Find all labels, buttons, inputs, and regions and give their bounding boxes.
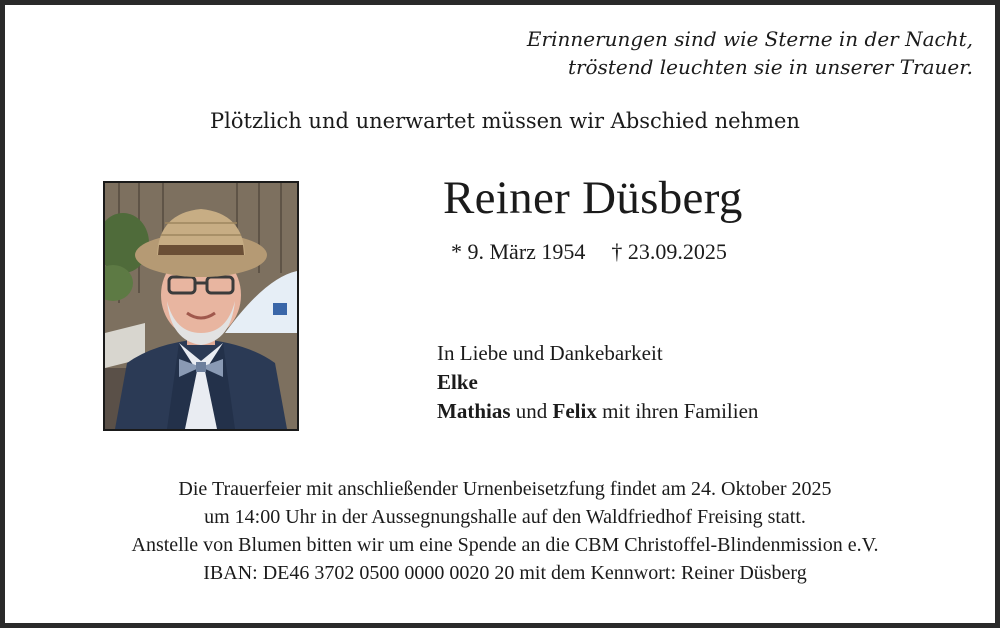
mourner-name-mathias: Mathias — [437, 399, 511, 423]
portrait-photo — [103, 181, 299, 431]
birth-date: * 9. März 1954 — [451, 239, 586, 264]
info-line-3: Anstelle von Blumen bitten wir um eine Spende an die CBM Christoffel-Blindenmission e.V. — [131, 534, 879, 556]
memorial-poem — [527, 25, 973, 81]
mourners-family-line — [437, 397, 758, 426]
life-dates — [451, 239, 727, 265]
mourners-block — [437, 339, 758, 426]
mourners-connector: und — [510, 399, 553, 423]
poem-line-1: Erinnerungen sind wie Sterne in der Nacht, — [526, 27, 973, 51]
mourners-intro: In Liebe und Dankebarkeit — [437, 341, 663, 365]
info-line-2: um 14:00 Uhr in der Aussegnungshalle auf den Waldfriedhof Freising statt. — [204, 506, 806, 528]
mourners-suffix: mit ihren Familien — [596, 399, 759, 423]
death-date: † 23.09.2025 — [611, 239, 727, 264]
ceremony-info — [5, 475, 1000, 587]
info-line-4: IBAN: DE46 3702 0500 0000 0020 20 mit dem Kennwort: Reiner Düsberg — [203, 562, 807, 584]
mourner-name-felix: Felix — [552, 399, 597, 423]
info-line-1: Die Trauerfeier mit anschließender Urnenbeisetzfung findet am 24. Oktober 2025 — [178, 478, 832, 500]
mourner-name-elke: Elke — [437, 370, 478, 394]
poem-line-2: tröstend leuchten sie in unserer Trauer. — [567, 55, 973, 79]
deceased-name: Reiner Düsberg — [443, 172, 743, 224]
intro-text: Plötzlich und unerwartet müssen wir Abschied nehmen — [210, 109, 800, 133]
